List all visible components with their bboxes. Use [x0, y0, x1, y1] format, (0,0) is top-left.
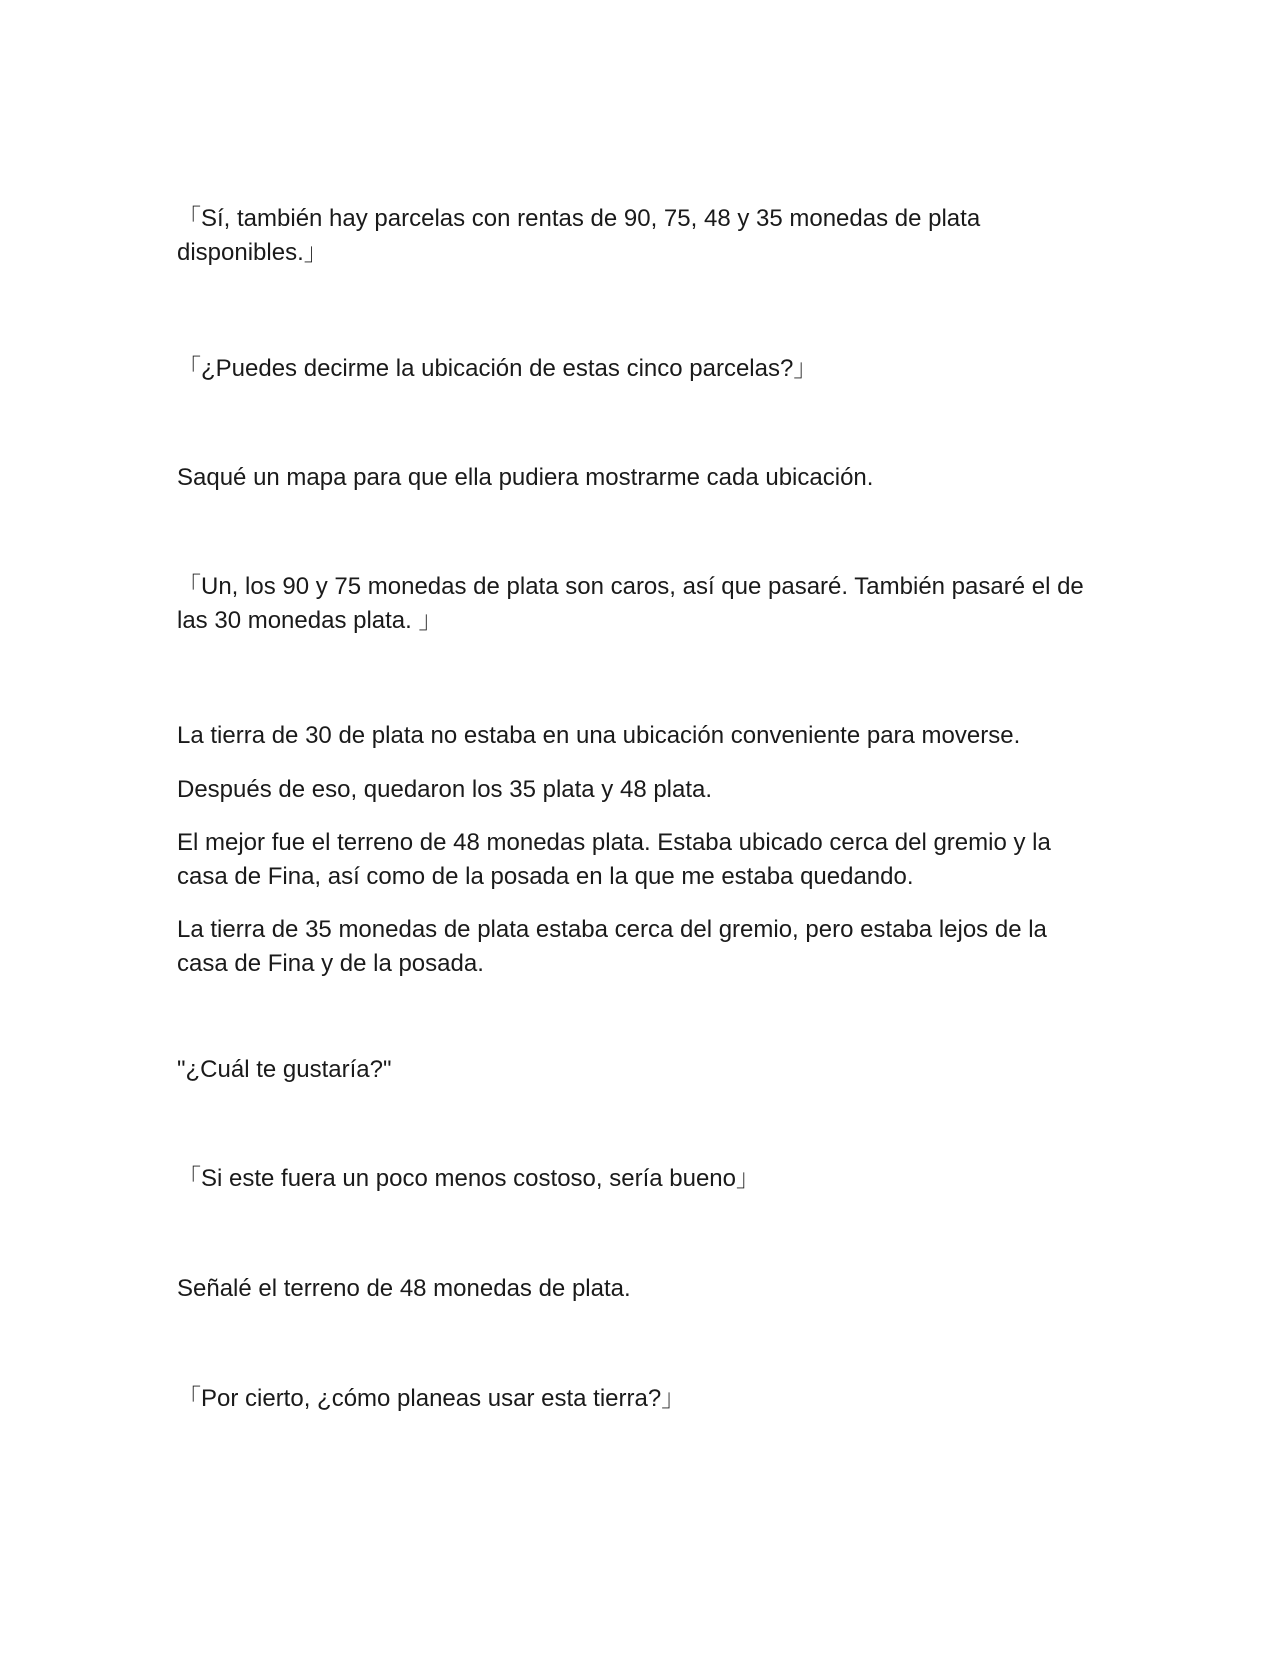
paragraph-land-30: La tierra de 30 de plata no estaba en una ubicación conveniente para moverse.	[177, 722, 1021, 749]
paragraph-best-48: El mejor fue el terreno de 48 monedas plata. Estaba ubicado cerca del gremio y la casa de Fina, así como de la posada en la que me estaba quedando.	[177, 829, 1051, 890]
paragraph-map: Saqué un mapa para que ella pudiera mostrarme cada ubicación.	[177, 464, 874, 491]
paragraph-remaining: Después de eso, quedaron los 35 plata y 48 plata.	[177, 776, 713, 803]
paragraph-point: Señalé el terreno de 48 monedas de plata.	[177, 1275, 631, 1302]
paragraph-dialogue-location: 「¿Puedes decirme la ubicación de estas cinco parcelas?」	[177, 355, 818, 382]
paragraph-question: "¿Cuál te gustaría?"	[177, 1056, 392, 1083]
paragraph-dialogue-cheaper: 「Si este fuera un poco menos costoso, sería bueno」	[177, 1165, 760, 1192]
paragraph-dialogue-pass: 「Un, los 90 y 75 monedas de plata son caros, así que pasaré. También pasaré el de las 30 monedas plata. 」	[177, 573, 1084, 634]
paragraph-dialogue-parcels: 「Sí, también hay parcelas con rentas de 90, 75, 48 y 35 monedas de plata disponibles.」	[177, 205, 981, 266]
paragraph-dialogue-use: 「Por cierto, ¿cómo planeas usar esta tierra?」	[177, 1385, 686, 1412]
paragraph-land-35: La tierra de 35 monedas de plata estaba cerca del gremio, pero estaba lejos de la casa de Fina y de la posada.	[177, 916, 1047, 977]
